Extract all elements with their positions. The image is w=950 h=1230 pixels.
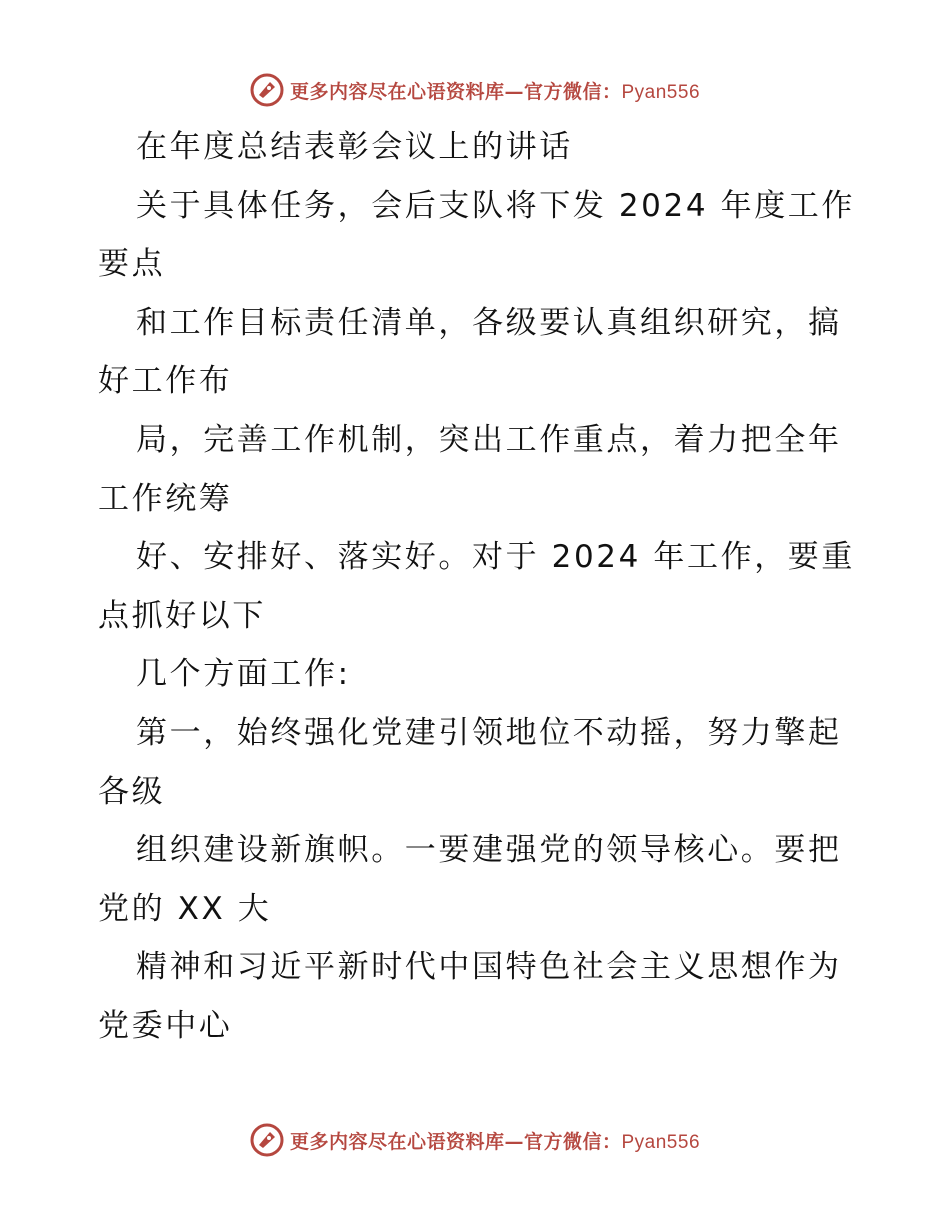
text-line: 组织建设新旗帜。一要建强党的领导核心。要把 — [136, 832, 842, 869]
header-banner — [0, 68, 950, 112]
text-line: 点抓好以下 — [98, 597, 266, 634]
text-line: 党委中心 — [98, 1007, 233, 1044]
text-line: 关于具体任务，会后支队将下发 2024 年度工作 — [136, 187, 855, 224]
text-line: 好工作布 — [98, 363, 233, 400]
footer-banner — [0, 1118, 950, 1162]
text-line: 第一，始终强化党建引领地位不动摇，努力擎起 — [136, 714, 842, 751]
text-line: 和工作目标责任清单，各级要认真组织研究，搞 — [136, 304, 842, 341]
text-line: 党的 XX 大 — [98, 890, 272, 927]
document-body — [98, 118, 868, 1056]
text-line: 几个方面工作: — [136, 656, 351, 693]
text-line: 在年度总结表彰会议上的讲话 — [136, 129, 573, 165]
pen-nib-logo-icon — [250, 73, 284, 107]
text-line: 工作统筹 — [98, 480, 233, 517]
text-line: 各级 — [98, 773, 166, 810]
banner-text: 更多内容尽在心语资料库—官方微信：Pyan556 — [289, 1130, 701, 1153]
text-line: 要点 — [98, 246, 166, 283]
text-line: 好、安排好、落实好。对于 2024 年工作，要重 — [136, 539, 855, 576]
banner-text: 更多内容尽在心语资料库—官方微信：Pyan556 — [289, 80, 701, 103]
wechat-id: Pyan556 — [621, 1131, 701, 1153]
text-line: 局，完善工作机制，突出工作重点，着力把全年 — [136, 421, 842, 458]
wechat-id: Pyan556 — [621, 81, 701, 103]
pen-nib-logo-icon — [250, 1123, 284, 1157]
text-line: 精神和习近平新时代中国特色社会主义思想作为 — [136, 949, 842, 986]
